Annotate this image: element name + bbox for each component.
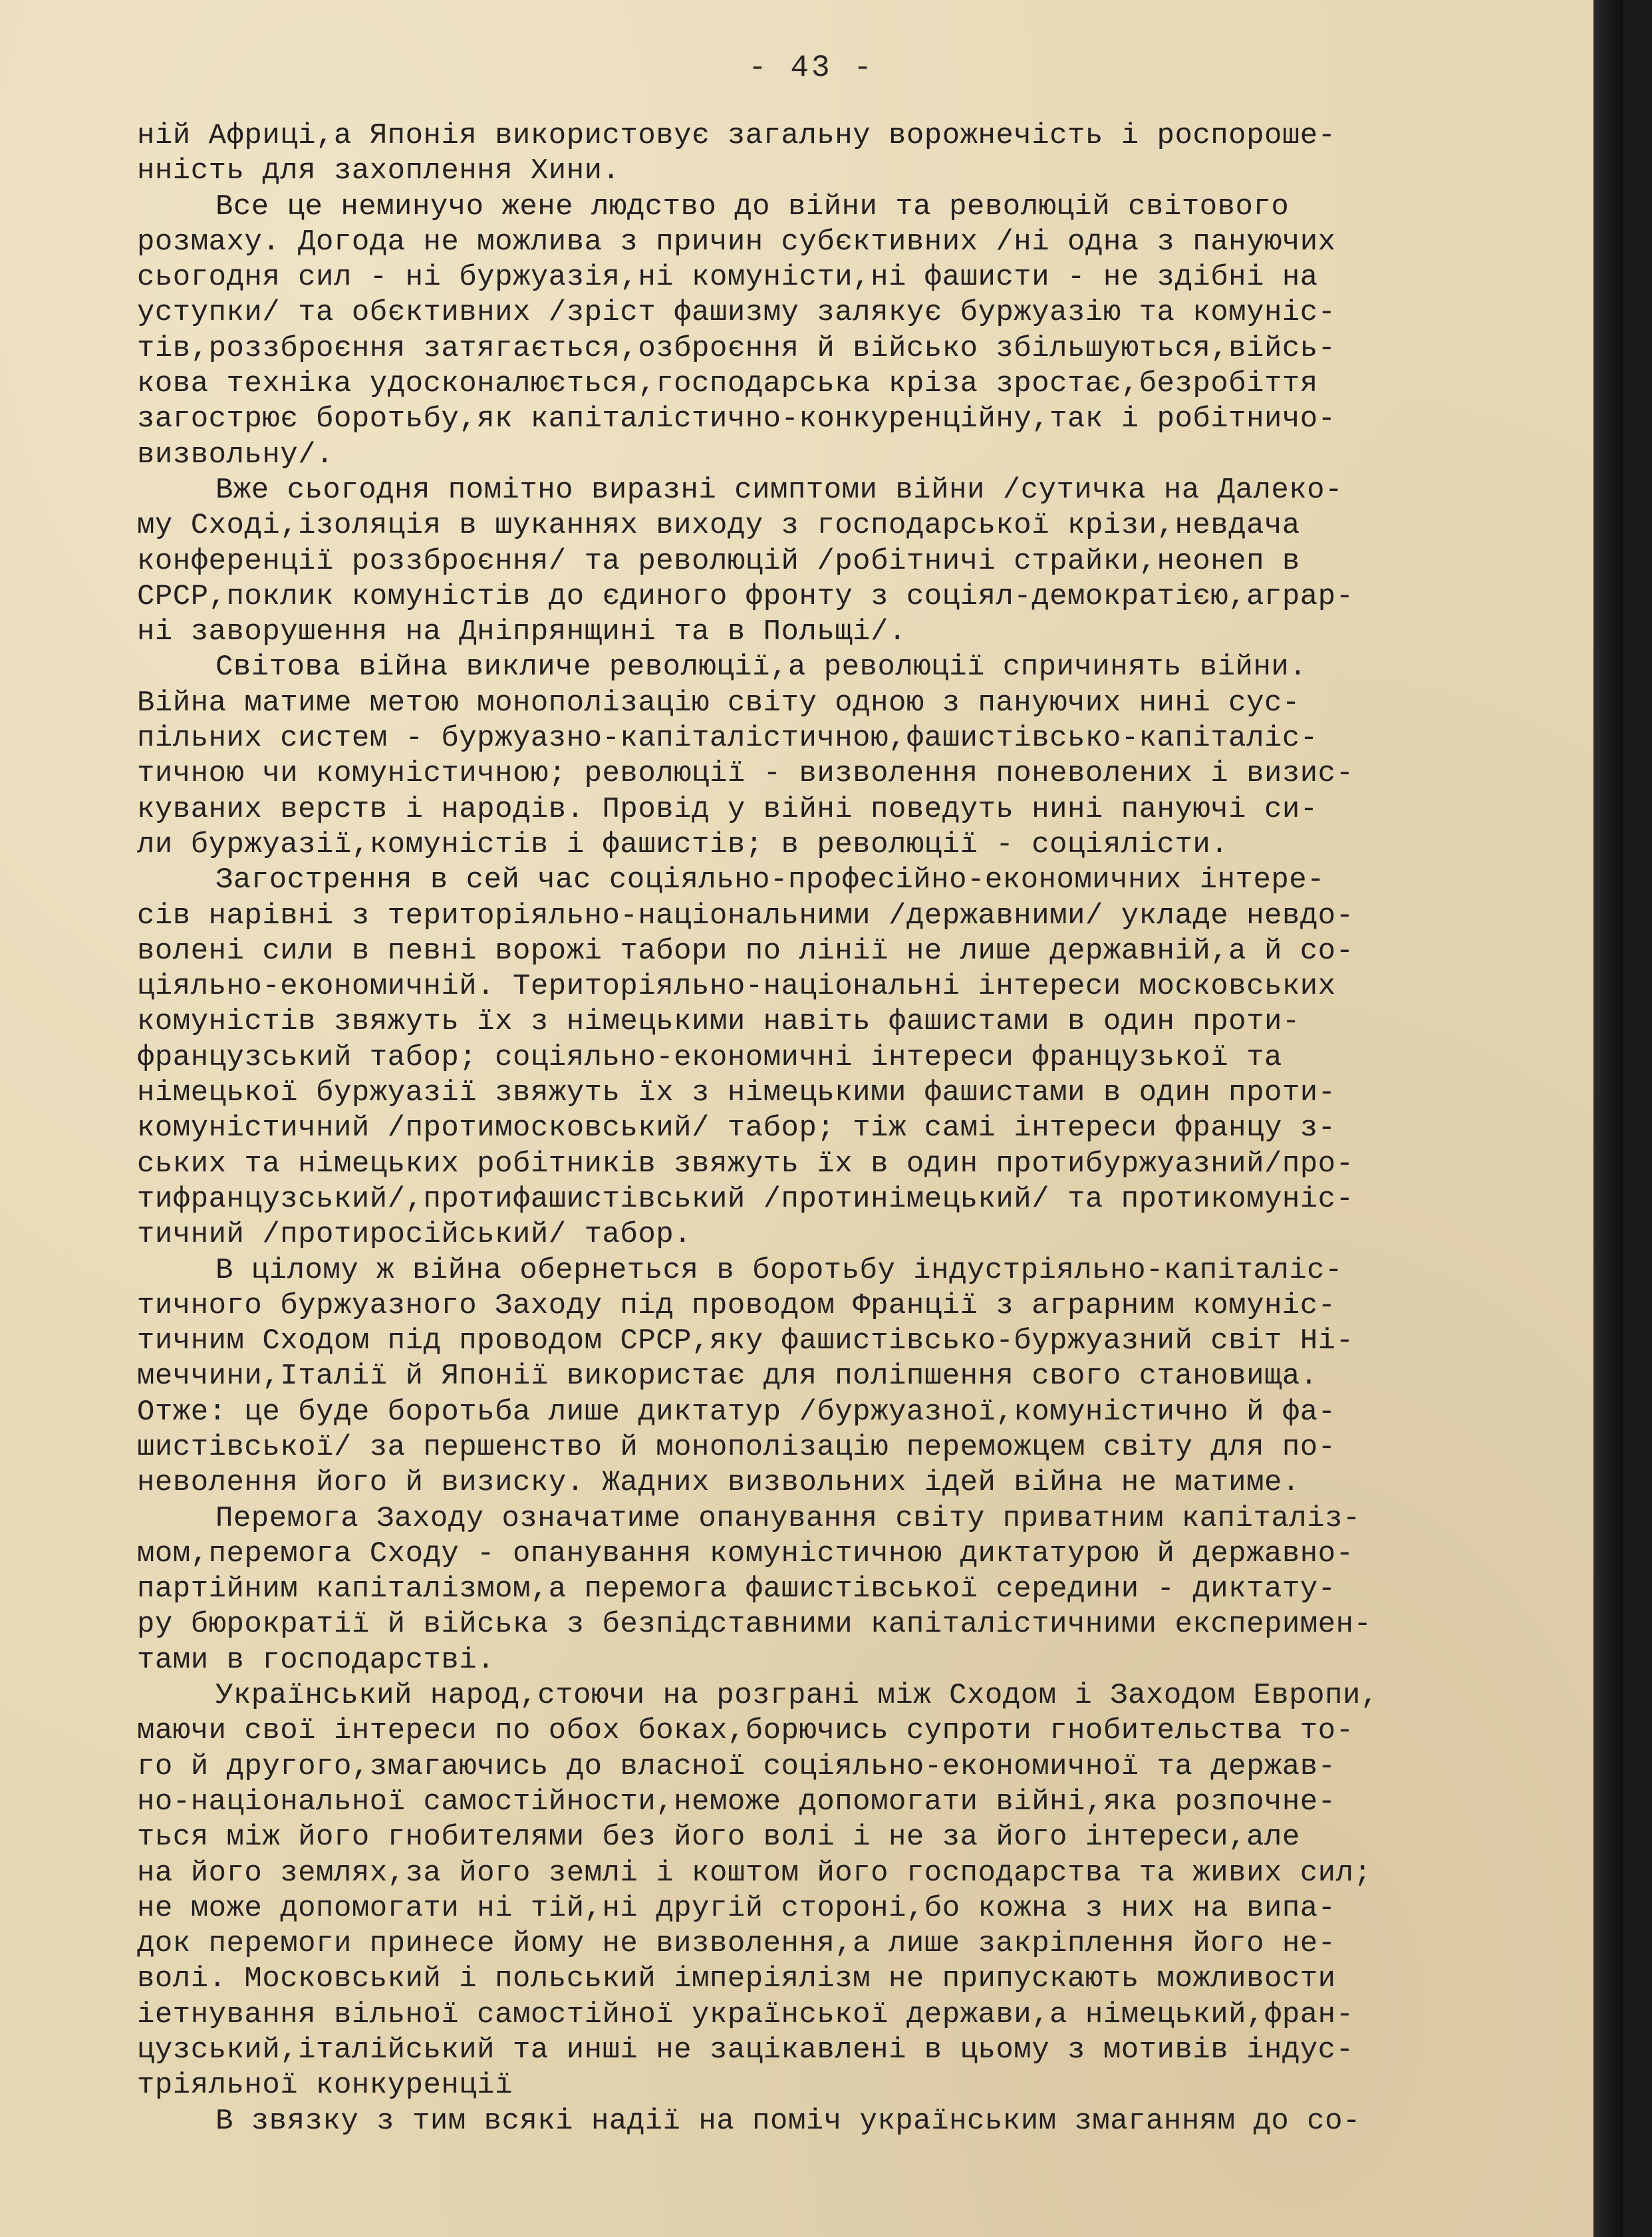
text-line: конференції роззброєння/ та революцій /робітничі страйки,неонеп в — [137, 544, 1300, 578]
text-line: на його землях,за його землі і коштом його господарства та живих сил; — [137, 1856, 1372, 1890]
text-line: Світова війна викличе революції,а революції спричинять війни. — [215, 651, 1308, 684]
text-line: французський табор; соціяльно-економичні інтереси французької та — [137, 1040, 1282, 1074]
text-line: тичним Сходом під проводом СРСР,яку фашистівсько-буржуазний світ Ні- — [137, 1324, 1354, 1358]
text-line: В звязку з тим всякі надії на поміч українським змаганням до со- — [215, 2104, 1361, 2138]
text-line: му Сході,ізоляція в шуканнях виходу з господарської крізи,невдача — [137, 509, 1300, 543]
text-line: пільних систем - буржуазно-капіталістичною,фашистівсько-капіталіс- — [137, 722, 1318, 756]
text-line: волі. Московський і польський імперіялізм не припускають можливости — [137, 1962, 1336, 1996]
text-line: ться між його гнобителями без його волі і не за його інтереси,але — [137, 1821, 1300, 1855]
text-line: кова техніка удосконалюється,господарська кріза зростає,безробіття — [137, 367, 1318, 401]
text-line: меччини,Італії й Японії використає для поліпшення свого становища. — [137, 1360, 1318, 1394]
text-line: Перемога Заходу означатиме опанування світу приватним капіталіз- — [215, 1501, 1361, 1535]
text-line: Вже сьогодня помітно виразні симптоми війни /сутичка на Далеко- — [215, 473, 1343, 507]
text-line: тифранцузський/,протифашистівський /протинімецький/ та протикомуніс- — [137, 1182, 1354, 1216]
text-line: волені сили в певні ворожі табори по лінії не лише державній,а й со- — [137, 934, 1354, 968]
text-line: цузський,італійський та инші не зацікавлені в цьому з мотивів індус- — [137, 2033, 1354, 2067]
text-line: уступки/ та обєктивних /зріст фашизму залякує буржуазію та комуніс- — [137, 296, 1336, 330]
text-line: не може допомогати ні тій,ні другій стороні,бо кожна з них на випа- — [137, 1891, 1336, 1925]
text-line: В цілому ж війна обернеться в боротьбу індустріяльно-капіталіс- — [215, 1253, 1343, 1287]
text-line: ських та німецьких робітників звяжуть їх в один протибуржуазний/про- — [137, 1147, 1354, 1181]
text-line: но-національної самостійности,неможе допомогати війні,яка розпочне- — [137, 1785, 1336, 1819]
text-line: комуністів звяжуть їх з німецькими навіть фашистами в один проти- — [137, 1005, 1300, 1039]
text-line: маючи свої інтереси по обох боках,борючись супроти гнобительства то- — [137, 1714, 1354, 1748]
text-line: мом,перемога Сходу - опанування комуністичною диктатурою й державно- — [137, 1537, 1354, 1570]
text-line: тичною чи комуністичною; революції - визволення поневолених і визис- — [137, 757, 1354, 791]
text-line: шистівської/ за першенство й монополізацію переможцем світу для по- — [137, 1430, 1336, 1464]
text-line: тичний /протиросійський/ табор. — [137, 1218, 692, 1252]
text-line: розмаху. Догода не можлива з причин субєктивних /ні одна з пануючих — [137, 225, 1336, 259]
text-line: ли буржуазії,комуністів і фашистів; в революції - соціялісти. — [137, 827, 1229, 861]
text-line: ціяльно-економичній. Територіяльно-національні інтереси московських — [137, 970, 1336, 1004]
text-line: сів нарівні з територіяльно-національними /державними/ укладе невдо- — [137, 899, 1354, 933]
text-line: Загострення в сей час соціяльно-професійно-економичних інтере- — [215, 863, 1325, 897]
body-text — [137, 118, 1540, 2139]
text-line: док перемоги принесе йому не визволення,а лише закріплення його не- — [137, 1927, 1336, 1961]
text-line: іетнування вільної самостійної української держави,а німецький,фран- — [137, 1998, 1354, 2031]
text-line: сьогодня сил - ні буржуазія,ні комуністи,ні фашисти - не здібні на — [137, 261, 1318, 295]
binding-edge — [1593, 0, 1623, 2237]
text-line: тичного буржуазного Заходу під проводом Франції з аграрним комуніс- — [137, 1288, 1336, 1322]
text-line: ній Африці,а Японія використовує загальну ворожнечість і роспороше- — [137, 119, 1336, 152]
text-line: нність для захоплення Хини. — [137, 154, 620, 188]
text-line: куваних верств і народів. Провід у війні поведуть нині пануючі си- — [137, 792, 1318, 826]
text-line: тів,роззброєння затягається,озброєння й військо збільшуються,війсь- — [137, 331, 1336, 365]
text-line: комуністичний /протимосковський/ табор; тіж самі інтереси францу з- — [137, 1112, 1336, 1145]
text-line: Отже: це буде боротьба лише диктатур /буржуазної,комуністично й фа- — [137, 1395, 1336, 1429]
text-line: Все це неминучо жене людство до війни та революцій світового — [215, 190, 1290, 224]
text-line: партійним капіталізмом,а перемога фашистівської середини - диктату- — [137, 1572, 1336, 1606]
text-line: СРСР,поклик комуністів до єдиного фронту з соціял-демократією,аграр- — [137, 579, 1354, 613]
text-line: го й другого,змагаючись до власної соціяльно-економичної та держав- — [137, 1749, 1336, 1783]
text-line: визвольну/. — [137, 438, 334, 472]
text-line: загострює боротьбу,як капіталістично-конкуренційну,так і робітничо- — [137, 402, 1336, 436]
text-line: тріяльної конкуренції — [137, 2069, 513, 2103]
text-line: ні заворушення на Дніпрянщині та в Польщі/. — [137, 615, 906, 649]
page-number: - 43 - — [748, 51, 875, 85]
text-line: неволення його й визиску. Жадних визвольних ідей війна не матиме. — [137, 1466, 1300, 1500]
text-line: ру бюрократії й війська з безпідставними капіталістичними експеримен- — [137, 1608, 1372, 1642]
text-line: тами в господарстві. — [137, 1643, 495, 1677]
text-line: німецької буржуазії звяжуть їх з німецькими фашистами в один проти- — [137, 1076, 1336, 1110]
text-line: Український народ,стоючи на розграні між Сходом і Заходом Европи, — [215, 1679, 1379, 1713]
text-line: Війна матиме метою монополізацію світу одною з пануючих нині сус- — [137, 686, 1300, 720]
